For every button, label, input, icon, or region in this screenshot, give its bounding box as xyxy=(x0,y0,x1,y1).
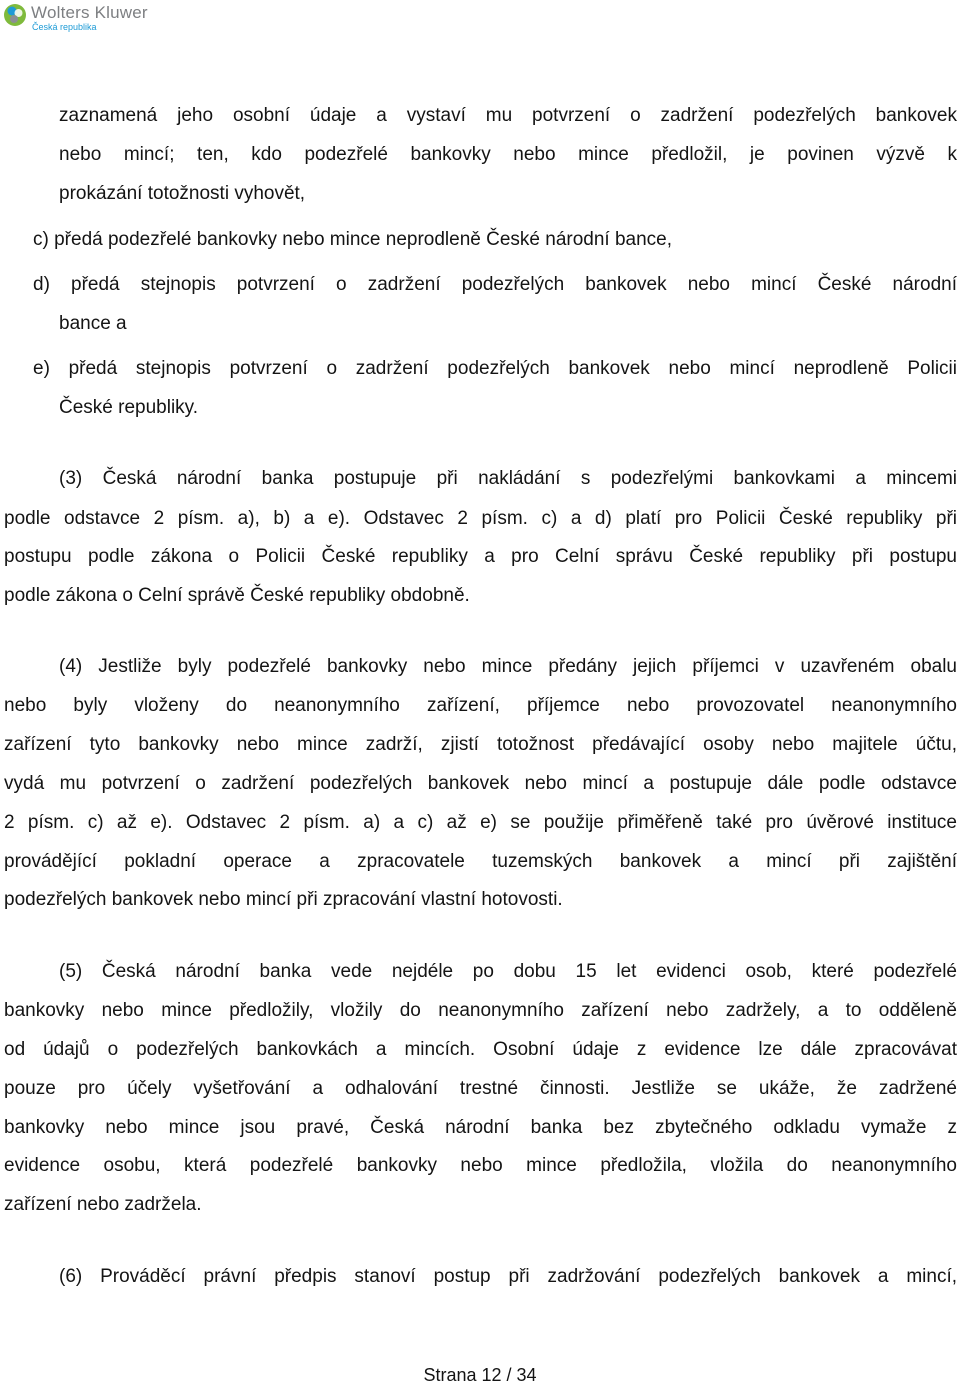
text-line: od údajů o podezřelých bankovkách a mincích. Osobní údaje z evidence lze dále zpracovávat xyxy=(4,1039,957,1060)
text-line: e) předá stejnopis potvrzení o zadržení podezřelých bankovek nebo mincí neprodleně Policii xyxy=(33,358,957,379)
header-logo xyxy=(3,3,148,32)
text-line: zařízení nebo zadržela. xyxy=(4,1194,202,1215)
text-line: nebo mincí; ten, kdo podezřelé bankovky nebo mince předložil, je povinen výzvě k xyxy=(59,144,957,165)
page-number: Strana 12 / 34 xyxy=(423,1365,537,1385)
text-line: d) předá stejnopis potvrzení o zadržení podezřelých bankovek nebo mincí České národní xyxy=(33,274,957,295)
text-line: zařízení tyto bankovky nebo mince zadrží, zjistí totožnost předávající osoby nebo majitele účtu, xyxy=(4,734,957,755)
text-line: podle zákona o Celní správě České republiky obdobně. xyxy=(4,585,470,606)
text-line: prokázání totožnosti vyhovět, xyxy=(59,183,306,204)
text-line: (4) Jestliže byly podezřelé bankovky nebo mince předány jejich příjemci v uzavřeném obalu xyxy=(59,656,957,677)
logo-subbrand: Česká republika xyxy=(32,22,97,32)
text-line: postupu podle zákona o Policii České republiky a pro Celní správu České republiky při postupu xyxy=(4,546,957,567)
text-line: vydá mu potvrzení o zadržení podezřelých bankovek nebo mincí a postupuje dále podle odstavce xyxy=(4,773,957,794)
text-line: podle odstavce 2 písm. a), b) a e). Odstavec 2 písm. c) a d) platí pro Policii České republiky při xyxy=(4,508,957,529)
text-line: nebo byly vloženy do neanonymního zařízení, příjemce nebo provozovatel neanonymního xyxy=(4,695,957,716)
text-line: evidence osobu, která podezřelé bankovky nebo mince předložila, vložila do neanonymního xyxy=(4,1155,957,1176)
text-line: (6) Prováděcí právní předpis stanoví postup při zadržování podezřelých bankovek a mincí, xyxy=(59,1266,957,1287)
text-line: podezřelých bankovek nebo mincí při zpracování vlastní hotovosti. xyxy=(4,889,563,910)
text-line: zaznamená jeho osobní údaje a vystaví mu potvrzení o zadržení podezřelých bankovek xyxy=(59,105,957,126)
text-line: pouze pro účely vyšetřování a odhalování trestné činnosti. Jestliže se ukáže, že zadržené xyxy=(4,1078,957,1099)
logo-text xyxy=(31,3,148,32)
text-line: České republiky. xyxy=(59,397,199,418)
text-line: bankovky nebo mince jsou pravé, Česká národní banka bez zbytečného odkladu vymaže z xyxy=(4,1117,957,1138)
logo-brand: Wolters Kluwer xyxy=(31,3,148,22)
wolters-kluwer-logo-icon xyxy=(3,3,27,27)
text-line: bance a xyxy=(59,313,127,334)
text-line: bankovky nebo mince předložily, vložily do neanonymního zařízení nebo zadržely, a to odděleně xyxy=(4,1000,957,1021)
text-line: (3) Česká národní banka postupuje při nakládání s podezřelými bankovkami a mincemi xyxy=(59,468,957,489)
text-line: 2 písm. c) až e). Odstavec 2 písm. a) a c) až e) se použije přiměřeně také pro úvěrové instituce xyxy=(4,812,957,833)
text-line: provádějící pokladní operace a zpracovatele tuzemských bankovek a mincí při zajištění xyxy=(4,851,957,872)
text-line: (5) Česká národní banka vede nejdéle po dobu 15 let evidenci osob, které podezřelé xyxy=(59,961,957,982)
text-line: c) předá podezřelé bankovky nebo mince neprodleně České národní bance, xyxy=(33,229,673,250)
